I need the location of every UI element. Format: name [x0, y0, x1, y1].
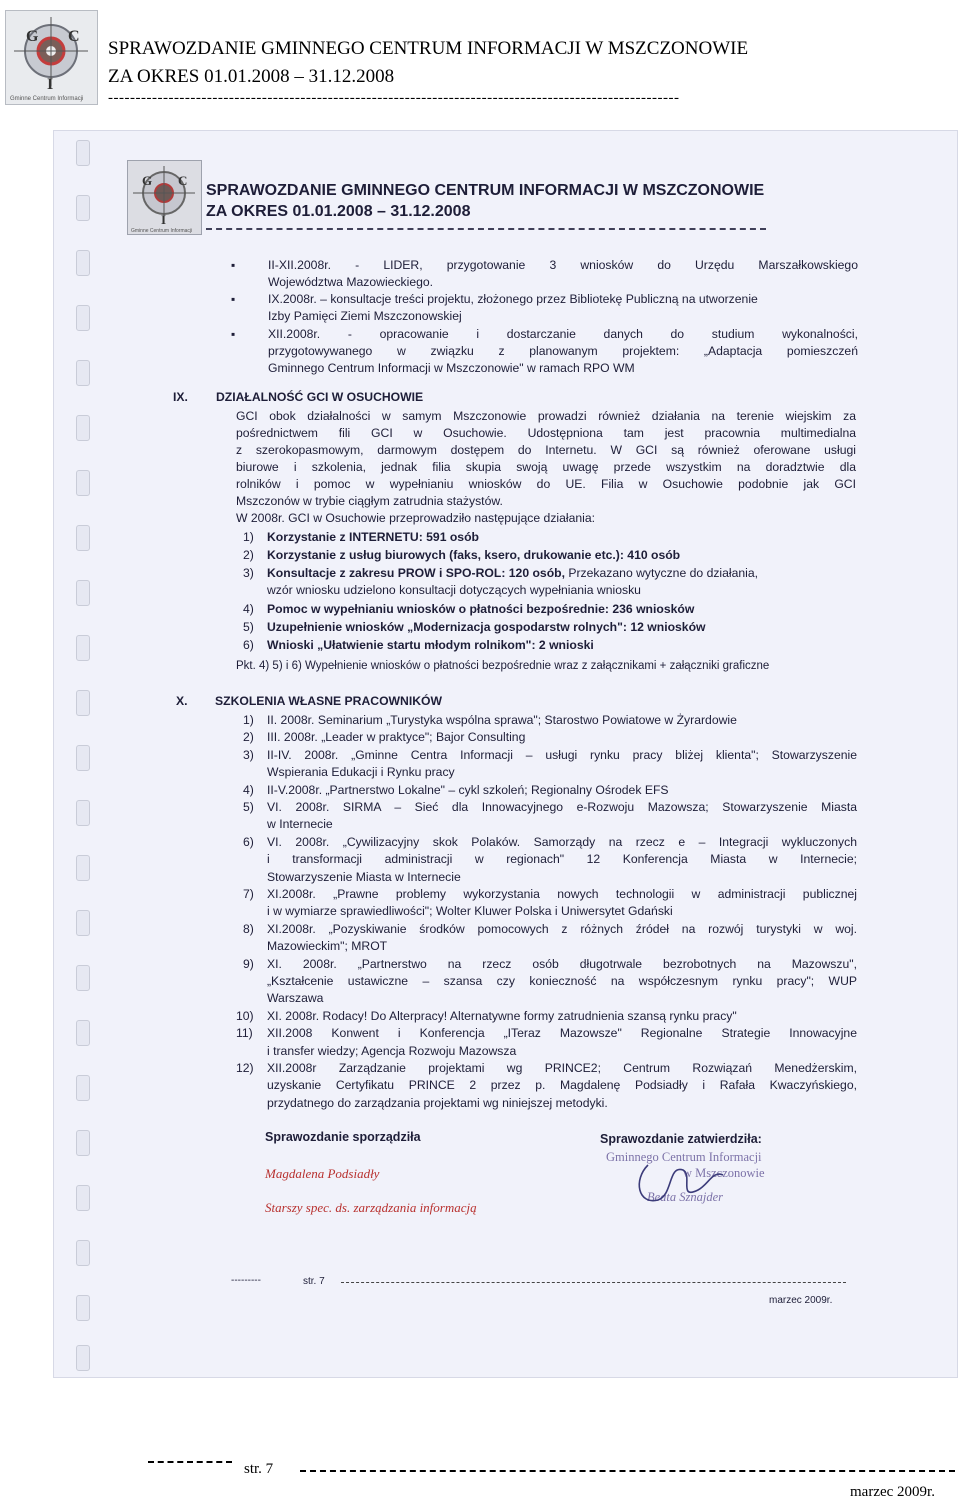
scan-logo-letter-i: I: [161, 212, 167, 227]
ix-note: Pkt. 4) 5) i 6) Wypełnienie wniosków o płatności bezpośrednie wraz z załącznikami + załączniki graficzne: [236, 660, 770, 672]
logo-letter-i: I: [47, 76, 54, 93]
section-x-title: SZKOLENIA WŁASNE PRACOWNIKÓW: [215, 694, 443, 708]
binder-holes: [76, 140, 90, 1370]
stamp-institution: Gminnego Centrum Informacji: [606, 1150, 762, 1164]
bullet-marker: ▪: [231, 327, 236, 341]
scan-period: ZA OKRES 01.01.2008 – 31.12.2008: [206, 203, 471, 220]
ix-item-number: 5): [243, 620, 254, 634]
x-item-7-line-1: XI.2008r. „Prawne problemy wykorzystania nowych technologii w administracji publicznej: [267, 887, 857, 901]
ix-item-4: Pomoc w wypełnianiu wniosków o płatności bezpośrednie: 236 wniosków: [267, 602, 695, 616]
section-ix-para-line: Mszczonów w trybie ciągłym zatrudnia stażystów.: [236, 494, 503, 508]
prepared-by-name: Magdalena Podsiadły: [265, 1166, 380, 1181]
x-item-3-line-2: Wspierania Edukacji i Rynku pracy: [267, 765, 455, 780]
x-item-number: 2): [243, 730, 254, 745]
header-period: ZA OKRES 01.01.2008 – 31.12.2008: [108, 66, 395, 87]
x-item-2-line-1: III. 2008r. „Leader w praktyce"; Bajor Consulting: [267, 730, 526, 745]
section-ix-number: IX.: [173, 390, 188, 404]
x-item-6-line-3: Stowarzyszenie Miasta w Internecie: [267, 869, 461, 884]
bullet-3-line-1: XII.2008r. - opracowanie i dostarczanie danych do studium wykonalności,: [268, 327, 858, 341]
scan-footer-dashes: ---------: [231, 1275, 261, 1286]
ix-item-1: Korzystanie z INTERNETU: 591 osób: [267, 530, 479, 544]
x-item-5-line-1: VI. 2008r. SIRMA – Sieć dla Innowacyjnego e-Rozwoju Mazowsza; Stowarzyszenie Miasta: [267, 800, 857, 814]
ix-item-number: 1): [243, 530, 254, 544]
ix-item-number: 4): [243, 602, 254, 616]
x-item-number: 11): [236, 1026, 253, 1041]
ix-item-3: [267, 565, 758, 582]
header-dash-line: --------------------------------------------------------------------------------------------------------: [108, 90, 680, 106]
x-item-3-line-1: II-IV. 2008r. „Gminne Centra Informacji – usługi rynku pracy bliżej klienta"; Stowarzyszenie: [267, 747, 857, 762]
scan-logo: [127, 160, 202, 235]
section-ix-para-line: z szerokopasmowym, darmowym dostępem do Internetu. W GCI są również oferowane usługi: [236, 443, 856, 457]
ix-item-number: 6): [243, 638, 254, 652]
section-ix-para-line: biurowe i szkolenia, jednak filia skupia swoją uwagę przede wszystkim na doradztwie dla: [236, 460, 856, 474]
x-item-12-line-3: przydatnego do zarządzania projektami wg niniejszej metodyki.: [267, 1095, 608, 1110]
bullet-2-line-1: IX.2008r. – konsultacje treści projektu, złożonego przez Bibliotekę Publiczną na utworzenie: [268, 292, 758, 306]
logo-caption: Gminne Centrum Informacji: [10, 96, 84, 102]
x-item-number: 12): [236, 1061, 254, 1075]
x-item-5-line-2: w Internecie: [267, 817, 333, 832]
x-item-number: 3): [243, 747, 254, 762]
logo-letter-g: G: [26, 28, 39, 45]
scan-logo-letter-c: C: [178, 173, 188, 188]
ix-item-3-continuation: wzór wniosku udzielono konsultacji dotyczących wypełniania wniosku: [267, 583, 641, 597]
footer-date: marzec 2009r.: [850, 1484, 935, 1500]
bullet-marker: ▪: [231, 292, 236, 306]
stamp-city: w Mszczonowie: [683, 1166, 765, 1180]
x-item-8-line-1: XI.2008r. „Pozyskiwanie środków pomocowych z różnych źródeł na rozwój turystyki w woj.: [267, 921, 857, 936]
x-item-4-line-1: II-V.2008r. „Partnerstwo Lokalne" – cykl szkoleń; Regionalny Ośrodek EFS: [267, 782, 669, 797]
x-item-6-line-2: i transformacji administracji w regionach" 12 Konferencja Miasta w Internecie;: [267, 852, 857, 867]
scan-title: SPRAWOZDANIE GMINNEGO CENTRUM INFORMACJI W MSZCZONOWIE: [206, 182, 765, 199]
prepared-by-role: Starszy spec. ds. zarządzania informacją: [265, 1200, 477, 1215]
x-item-number: 7): [243, 887, 254, 901]
bullet-marker: ▪: [231, 258, 236, 272]
x-item-1-line-1: II. 2008r. Seminarium „Turystyka wspólna sprawa"; Starostwo Powiatowe w Żyrardowie: [267, 713, 737, 727]
bullet-3-line-3: Gminnego Centrum Informacji w Mszczonowie" w ramach RPO WM: [268, 361, 635, 375]
scan-footer-page: str. 7: [303, 1276, 325, 1287]
footer-dashes: [148, 1461, 232, 1463]
x-item-9-line-2: „Kształcenie ustawiczne – szansa czy konieczność na współczesnym rynku pracy"; WUP: [267, 974, 857, 988]
x-item-12-line-1: XII.2008r Zarządzanie projektami wg PRINCE2; Centrum Rozwiązań Menedżerskim,: [267, 1061, 857, 1075]
section-x-number: X.: [176, 694, 188, 708]
x-item-6-line-1: VI. 2008r. „Cywilizacyjny skok Polaków. Samorządy na rzecz e – Integracji wykluczonych: [267, 834, 857, 849]
ix-item-6: Wnioski „Ułatwienie startu młodym rolnikom": 2 wnioski: [267, 638, 594, 652]
bullet-3-line-2: przygotowywanego w związku z planowanym projektem: „Adaptacja pomieszczeń: [268, 344, 858, 358]
footer-page-number: str. 7: [244, 1461, 274, 1477]
scan-footer-date: marzec 2009r.: [769, 1295, 833, 1306]
section-ix-para-line: rolników i pomoc w wypełnianiu wniosków do UE. Filia w Osuchowie podobnie jak GCI: [236, 477, 856, 491]
x-item-number: 10): [236, 1008, 254, 1023]
ix-item-number: 3): [243, 566, 254, 580]
ix-item-2: Korzystanie z usług biurowych (faks, ksero, drukowanie etc.): 410 osób: [267, 548, 681, 562]
scan-logo-letter-g: G: [142, 173, 153, 188]
bullet-1-line-1: II-XII.2008r. - LIDER, przygotowanie 3 wniosków do Urzędu Marszałkowskiego: [268, 258, 858, 272]
x-item-11-line-1: XII.2008 Konwent i Konferencja „ITeraz Mazowsze" Regionalne Strategie Innowacyjne: [267, 1026, 857, 1041]
scan-logo-caption: Gminne Centrum Informacji: [131, 228, 193, 234]
approved-by-label: Sprawozdanie zatwierdziła:: [600, 1132, 762, 1146]
x-item-7-line-2: i w wymiarze sprawiedliwości"; Wolter Kluwer Polska i Uniwersytet Gdański: [267, 904, 673, 919]
x-item-number: 1): [243, 713, 254, 727]
bullet-2-line-2: Izby Pamięci Ziemi Mszczonowskiej: [268, 309, 462, 323]
scanned-page: [53, 130, 958, 1378]
x-item-12-line-2: uzyskanie Certyfikatu PRINCE 2 przez p. Magdalenę Podsiadły i Rafała Kwaczyńskiego,: [267, 1078, 857, 1093]
ix-item-number: 2): [243, 548, 254, 562]
x-item-number: 6): [243, 834, 254, 849]
gci-logo: [5, 10, 98, 105]
x-item-9-line-1: XI. 2008r. „Partnerstwo na rzecz osób długotrwale bezrobotnych na Mazowszu",: [267, 956, 857, 971]
prepared-by-label: Sprawozdanie sporządziła: [265, 1130, 421, 1144]
x-item-9-line-3: Warszawa: [267, 991, 324, 1006]
header-title: SPRAWOZDANIE GMINNEGO CENTRUM INFORMACJI W MSZCZONOWIE: [108, 38, 749, 59]
section-ix-para-line: W 2008r. GCI w Osuchowie przeprowadziło następujące działania:: [236, 511, 596, 525]
ix-item-3-bold: Konsultacje z zakresu PROW i SPO-ROL: 120 osób,: [267, 566, 565, 580]
stamp-name: Beata Sznajder: [647, 1190, 724, 1204]
section-ix-para-line: pośrednictwem fili GCI w Osuchowie. Udostępniona tam jest pracownia multimedialna: [236, 426, 856, 440]
footer-rule: [300, 1470, 955, 1472]
x-item-number: 8): [243, 921, 254, 936]
ix-item-3-rest: Przekazano wytyczne do działania,: [564, 566, 759, 580]
bullet-1-line-2: Województwa Mazowieckiego.: [268, 275, 434, 289]
scan-dash-line: [206, 228, 766, 230]
section-ix-title: DZIAŁALNOŚĆ GCI W OSUCHOWIE: [216, 390, 424, 404]
x-item-10-line-1: XI. 2008r. Rodacy! Do Alterpracy! Alternatywne formy zatrudnienia szansą rynku pracy": [267, 1008, 737, 1023]
x-item-11-line-2: i transfer wiedzy; Agencja Rozwoju Mazowsza: [267, 1043, 517, 1058]
handwritten-signature: [628, 1145, 738, 1215]
x-item-number: 9): [243, 956, 254, 971]
logo-letter-c: C: [68, 28, 80, 45]
scan-footer-rule: [341, 1282, 846, 1283]
ix-item-5: Uzupełnienie wniosków „Modernizacja gospodarstw rolnych": 12 wniosków: [267, 620, 706, 634]
section-ix-para-line: GCI obok działalności w samym Mszczonowie prowadzi również działania na terenie wiejskim za: [236, 409, 856, 423]
x-item-8-line-2: Mazowieckim"; MROT: [267, 939, 388, 954]
x-item-number: 4): [243, 782, 254, 797]
x-item-number: 5): [243, 800, 254, 814]
